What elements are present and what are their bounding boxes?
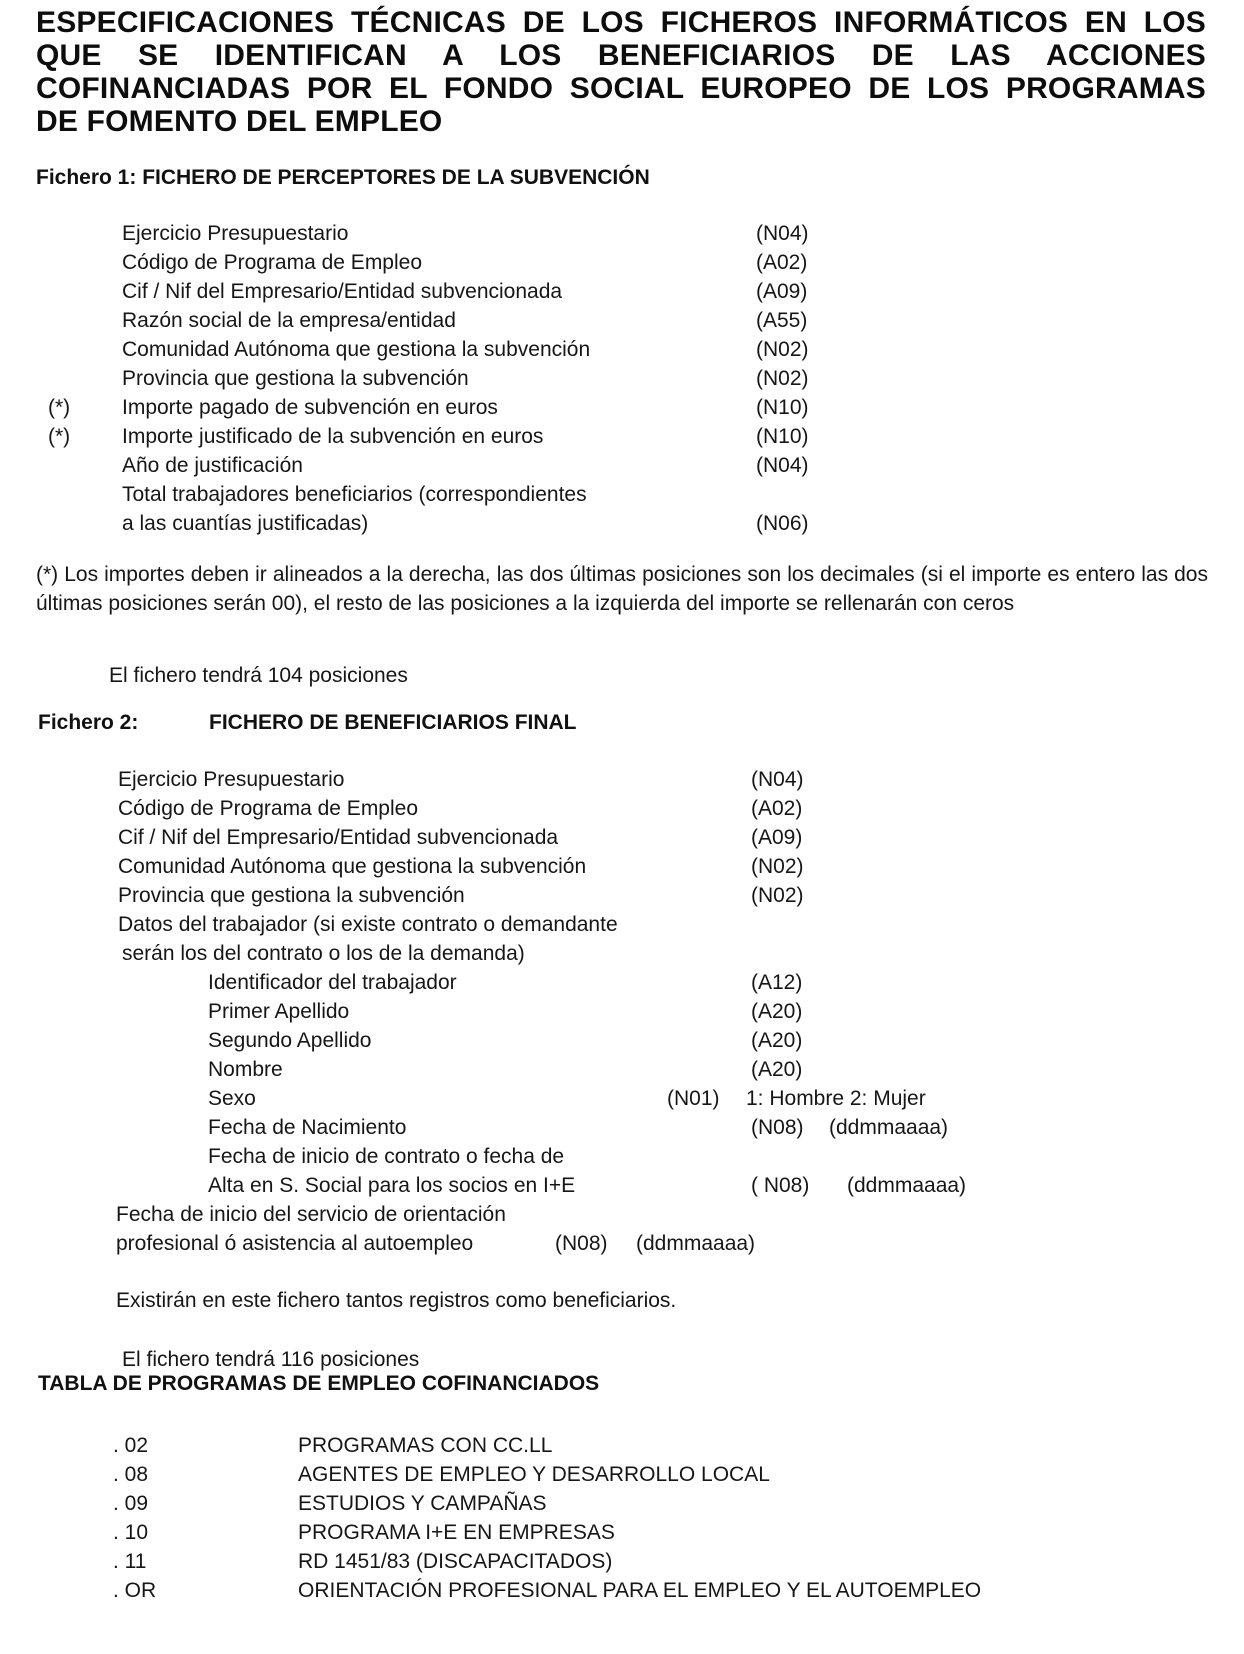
field-label: Año de justificación bbox=[122, 454, 303, 477]
field-label: Comunidad Autónoma que gestiona la subvención bbox=[122, 338, 591, 361]
field-code: (N06) bbox=[756, 512, 809, 535]
field-extra: 1: Hombre 2: Mujer bbox=[746, 1087, 926, 1110]
field-label: Razón social de la empresa/entidad bbox=[122, 309, 456, 332]
title-line: QUE SE IDENTIFICAN A LOS BENEFICIARIOS DE LAS ACCIONES bbox=[36, 39, 1206, 72]
field-code: (A20) bbox=[751, 1058, 803, 1081]
field-label: Importe pagado de subvención en euros bbox=[122, 396, 498, 419]
field-label: Importe justificado de la subvención en euros bbox=[122, 425, 544, 448]
field-code: (A09) bbox=[756, 280, 808, 303]
field-code: ( N08) bbox=[751, 1174, 810, 1197]
field-label: serán los del contrato o los de la demanda) bbox=[122, 942, 525, 965]
program-code: . 11 bbox=[113, 1550, 147, 1573]
field-label: Código de Programa de Empleo bbox=[122, 251, 423, 274]
field-label: a las cuantías justificadas) bbox=[122, 512, 369, 535]
field-code: (N01) bbox=[667, 1087, 720, 1110]
fichero2-records-note: Existirán en este fichero tantos registros como beneficiarios. bbox=[116, 1289, 677, 1312]
field-code: (N04) bbox=[756, 222, 809, 245]
fichero1-note: (*) Los importes deben ir alineados a la derecha, las dos últimas posiciones son los decimales (si el importe es entero las dos últimas posiciones serán 00), el resto de las posiciones a la izquierda del importe se rellenarán con ceros bbox=[36, 563, 1208, 615]
program-code: . 08 bbox=[113, 1463, 149, 1486]
field-label: Datos del trabajador (si existe contrato o demandante bbox=[118, 913, 618, 936]
row-mark: (*) bbox=[48, 396, 71, 419]
fichero1-positions: El fichero tendrá 104 posiciones bbox=[109, 664, 408, 687]
field-code: (A12) bbox=[751, 971, 803, 994]
field-code: (N02) bbox=[756, 338, 809, 361]
title-line: DE FOMENTO DEL EMPLEO bbox=[36, 105, 443, 138]
field-label: Sexo bbox=[208, 1087, 256, 1110]
field-label: Provincia que gestiona la subvención bbox=[118, 884, 465, 907]
field-code: (N08) bbox=[555, 1232, 608, 1255]
field-label: Identificador del trabajador bbox=[208, 971, 457, 994]
title-line: COFINANCIADAS POR EL FONDO SOCIAL EUROPEO DE LOS PROGRAMAS bbox=[36, 72, 1206, 105]
field-label: Ejercicio Presupuestario bbox=[118, 768, 345, 791]
field-label: Código de Programa de Empleo bbox=[118, 797, 419, 820]
field-label: Cif / Nif del Empresario/Entidad subvencionada bbox=[122, 280, 563, 303]
field-label: Total trabajadores beneficiarios (correspondientes bbox=[122, 483, 587, 506]
document-title bbox=[36, 6, 1206, 138]
program-code: . 02 bbox=[113, 1434, 149, 1457]
fichero1-heading: Fichero 1: FICHERO DE PERCEPTORES DE LA SUBVENCIÓN bbox=[36, 166, 650, 189]
field-extra: (ddmmaaaa) bbox=[847, 1174, 967, 1197]
field-label: Fecha de Nacimiento bbox=[208, 1116, 407, 1139]
fichero2-positions: El fichero tendrá 116 posiciones bbox=[122, 1348, 420, 1371]
field-code: (A02) bbox=[751, 797, 803, 820]
field-label: Cif / Nif del Empresario/Entidad subvencionada bbox=[118, 826, 559, 849]
field-label: Primer Apellido bbox=[208, 1000, 350, 1023]
field-label: Ejercicio Presupuestario bbox=[122, 222, 349, 245]
field-label: profesional ó asistencia al autoempleo bbox=[116, 1232, 474, 1255]
program-code: . 10 bbox=[113, 1521, 149, 1544]
field-code: (N02) bbox=[751, 855, 804, 878]
field-code: (A20) bbox=[751, 1029, 803, 1052]
field-extra: (ddmmaaaa) bbox=[829, 1116, 949, 1139]
fichero2-heading-title: FICHERO DE BENEFICIARIOS FINAL bbox=[209, 711, 577, 734]
program-name: AGENTES DE EMPLEO Y DESARROLLO LOCAL bbox=[298, 1463, 770, 1486]
field-code: (N10) bbox=[756, 396, 809, 419]
field-code: (N04) bbox=[751, 768, 804, 791]
field-code: (N02) bbox=[756, 367, 809, 390]
title-line: ESPECIFICACIONES TÉCNICAS DE LOS FICHEROS INFORMÁTICOS EN LOS bbox=[36, 6, 1206, 39]
field-code: (N10) bbox=[756, 425, 809, 448]
field-label: Fecha de inicio del servicio de orientación bbox=[116, 1203, 506, 1226]
program-code: . 09 bbox=[113, 1492, 149, 1515]
fichero2-heading-label: Fichero 2: bbox=[38, 711, 139, 734]
field-label: Comunidad Autónoma que gestiona la subvención bbox=[118, 855, 587, 878]
field-code: (A55) bbox=[756, 309, 808, 332]
program-code: . OR bbox=[113, 1579, 157, 1602]
field-code: (A09) bbox=[751, 826, 803, 849]
program-name: PROGRAMA I+E EN EMPRESAS bbox=[298, 1521, 615, 1544]
field-label: Segundo Apellido bbox=[208, 1029, 372, 1052]
field-label: Alta en S. Social para los socios en I+E bbox=[208, 1174, 576, 1197]
field-label: Nombre bbox=[208, 1058, 283, 1081]
field-label: Fecha de inicio de contrato o fecha de bbox=[208, 1145, 565, 1168]
program-name: PROGRAMAS CON CC.LL bbox=[298, 1434, 553, 1457]
field-code: (A02) bbox=[756, 251, 808, 274]
tabla-heading: TABLA DE PROGRAMAS DE EMPLEO COFINANCIADOS bbox=[38, 1372, 600, 1395]
field-code: (N02) bbox=[751, 884, 804, 907]
field-code: (N08) bbox=[751, 1116, 804, 1139]
field-label: Provincia que gestiona la subvención bbox=[122, 367, 469, 390]
program-name: ORIENTACIÓN PROFESIONAL PARA EL EMPLEO Y EL AUTOEMPLEO bbox=[298, 1579, 982, 1602]
program-name: RD 1451/83 (DISCAPACITADOS) bbox=[298, 1550, 613, 1573]
field-code: (N04) bbox=[756, 454, 809, 477]
row-mark: (*) bbox=[48, 425, 71, 448]
field-code: (A20) bbox=[751, 1000, 803, 1023]
field-extra: (ddmmaaaa) bbox=[636, 1232, 756, 1255]
program-name: ESTUDIOS Y CAMPAÑAS bbox=[298, 1492, 547, 1515]
